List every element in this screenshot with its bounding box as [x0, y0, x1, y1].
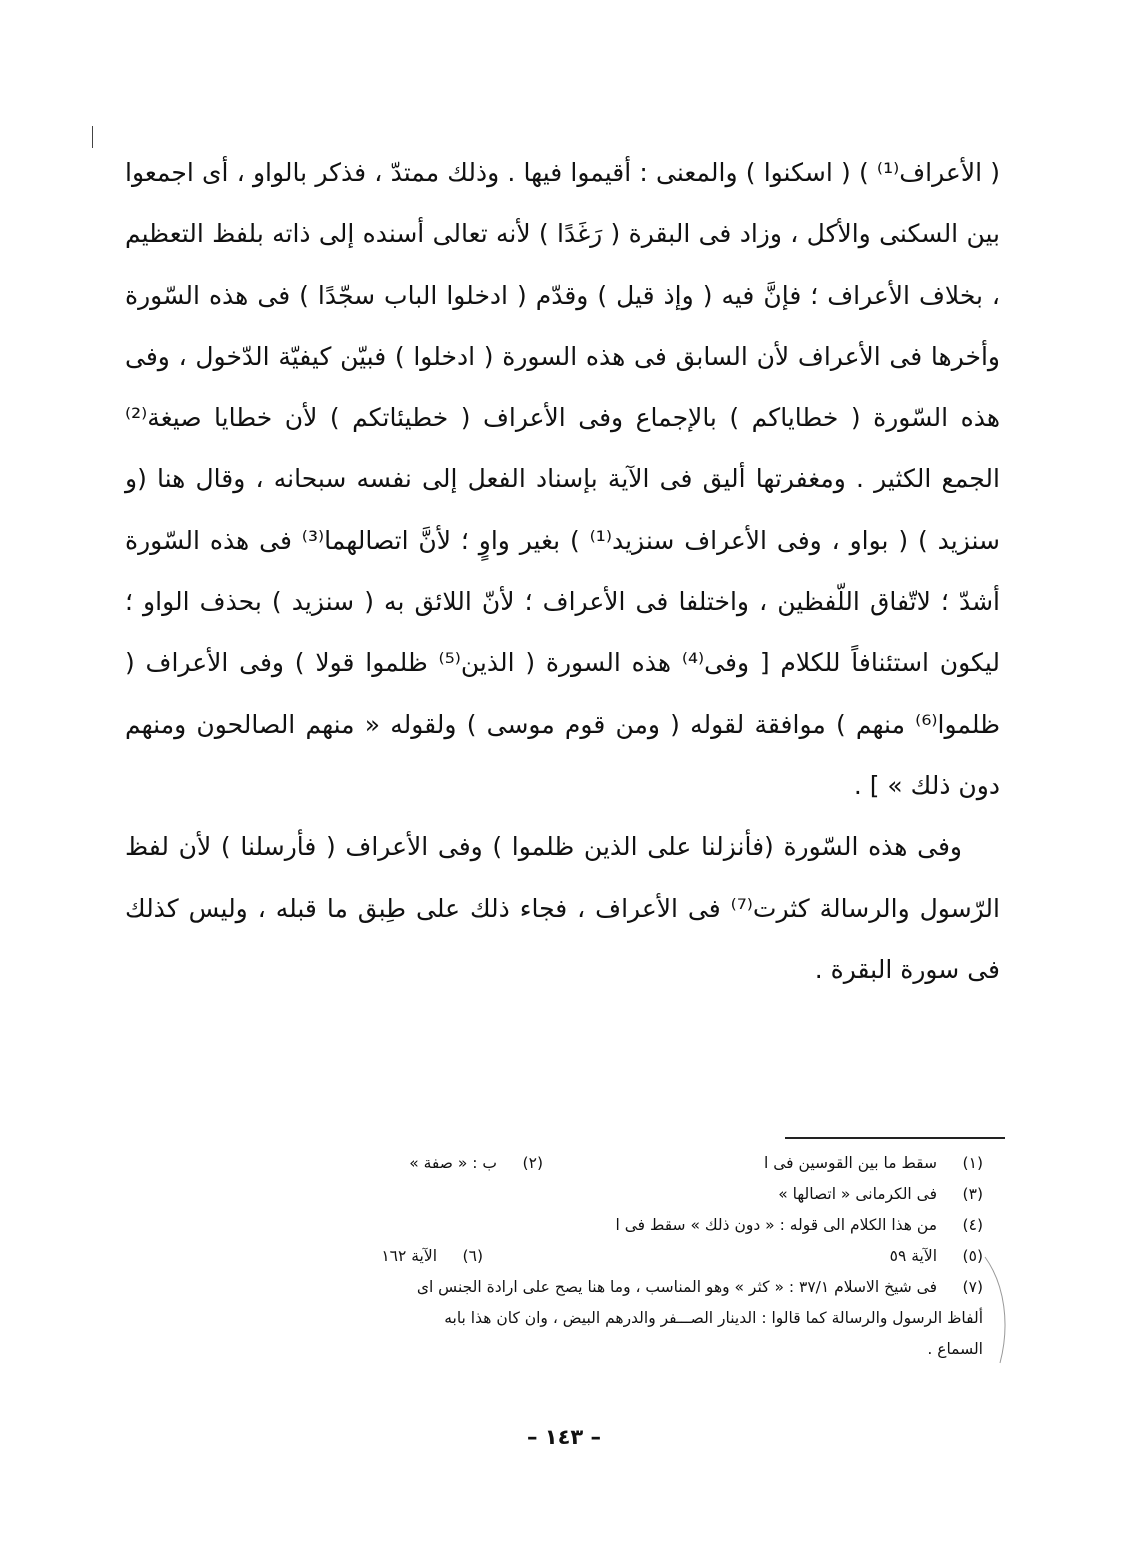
footnote-secondary	[381, 1241, 483, 1272]
footnote-text: الآية ١٦٢	[381, 1247, 437, 1265]
margin-mark	[92, 126, 93, 148]
footnote-number: (٣)	[962, 1185, 983, 1203]
footnote-number: (٥)	[962, 1247, 983, 1265]
footnote-secondary	[409, 1148, 543, 1179]
footnote-continuation: السماع .	[927, 1340, 983, 1358]
footnote-row	[138, 1241, 983, 1272]
page-number: – ١٤٣ –	[526, 1425, 602, 1449]
footnote-row	[138, 1272, 983, 1303]
footnote-number: (٦)	[462, 1247, 483, 1265]
footnote-text: الآية ٥٩	[889, 1247, 937, 1265]
footnote-text: سقط ما بين القوسين فى ا	[764, 1154, 937, 1172]
footnote-separator	[785, 1137, 1005, 1139]
footnote-text: ب : « صفة »	[409, 1154, 497, 1172]
footnote-row	[138, 1148, 983, 1179]
footnote-number: (١)	[962, 1154, 983, 1172]
footnote-text: فى الكرمانى « اتصالها »	[778, 1185, 937, 1203]
footnote-text: فى شيخ الاسلام ٣٧/١ : « كثر » وهو المناسب ، وما هنا يصح على ارادة الجنس اى	[416, 1278, 937, 1296]
footnote-row	[138, 1210, 983, 1241]
footnote-text: من هذا الكلام الى قوله : « دون ذلك » سقط فى ا	[615, 1216, 937, 1234]
footnotes	[138, 1148, 983, 1365]
footnote-number: (٤)	[962, 1216, 983, 1234]
footnote-number: (٢)	[522, 1154, 543, 1172]
footnote-row	[138, 1179, 983, 1210]
footnote-number: (٧)	[962, 1278, 983, 1296]
main-text	[125, 142, 1000, 1000]
paragraph-1: ( الأعراف⁽¹⁾ ) ( اسكنوا ) والمعنى : أقيموا فيها . وذلك ممتدّ ، فذكر بالواو ، أى اجمعوا بين السكنى والأكل ، وزاد فى البقرة ( رَغَدًا ) لأنه تعالى أسنده إلى ذاته بلفظ التعظيم ، بخلاف الأعراف ؛ فإنَّ فيه ( وإذ قيل ) وقدّم ( ادخلوا الباب سجّدًا ) فى هذه السّورة وأخرها فى الأعراف لأن السابق فى هذه السورة ( ادخلوا ) فبيّن كيفيّة الدّخول ، وفى هذه السّورة ( خطاياكم ) بالإجماع وفى الأعراف ( خطيئاتكم ) لأن خطايا صيغة⁽²⁾ الجمع الكثير . ومغفرتها أليق فى الآية بإسناد الفعل إلى نفسه سبحانه ، وقال هنا (و سنزيد ) ( بواو ، وفى الأعراف سنزيد⁽¹⁾ ) بغير واوٍ ؛ لأنَّ اتصالهما⁽³⁾ فى هذه السّورة أشدّ ؛ لاتّفاق اللّفظين ، واختلفا فى الأعراف ؛ لأنّ اللائق به ( سنزيد ) بحذف الواو ؛ ليكون استئنافاً للكلام [ وفى⁽⁴⁾ هذه السورة ( الذين⁽⁵⁾ ظلموا قولا ) وفى الأعراف ( ظلموا⁽⁶⁾ منهم ) موافقة لقوله ( ومن قوم موسى ) ولقوله « منهم الصالحون ومنهم دون ذلك » ] .	[125, 158, 1001, 800]
scan-artifact	[975, 1255, 1015, 1365]
paragraph-2: وفى هذه السّورة (فأنزلنا على الذين ظلموا ) وفى الأعراف ( فأرسلنا ) لأن لفظ الرّسول والرسالة كثرت⁽⁷⁾ فى الأعراف ، فجاء ذلك على طِبق ما قبله ، وليس كذلك فى سورة البقرة .	[125, 832, 1000, 984]
footnote-continuation: ألفاظ الرسول والرسالة كما قالوا : الدينار الصـــفر والدرهم البيض ، وان كان هذا بابه	[444, 1309, 983, 1327]
